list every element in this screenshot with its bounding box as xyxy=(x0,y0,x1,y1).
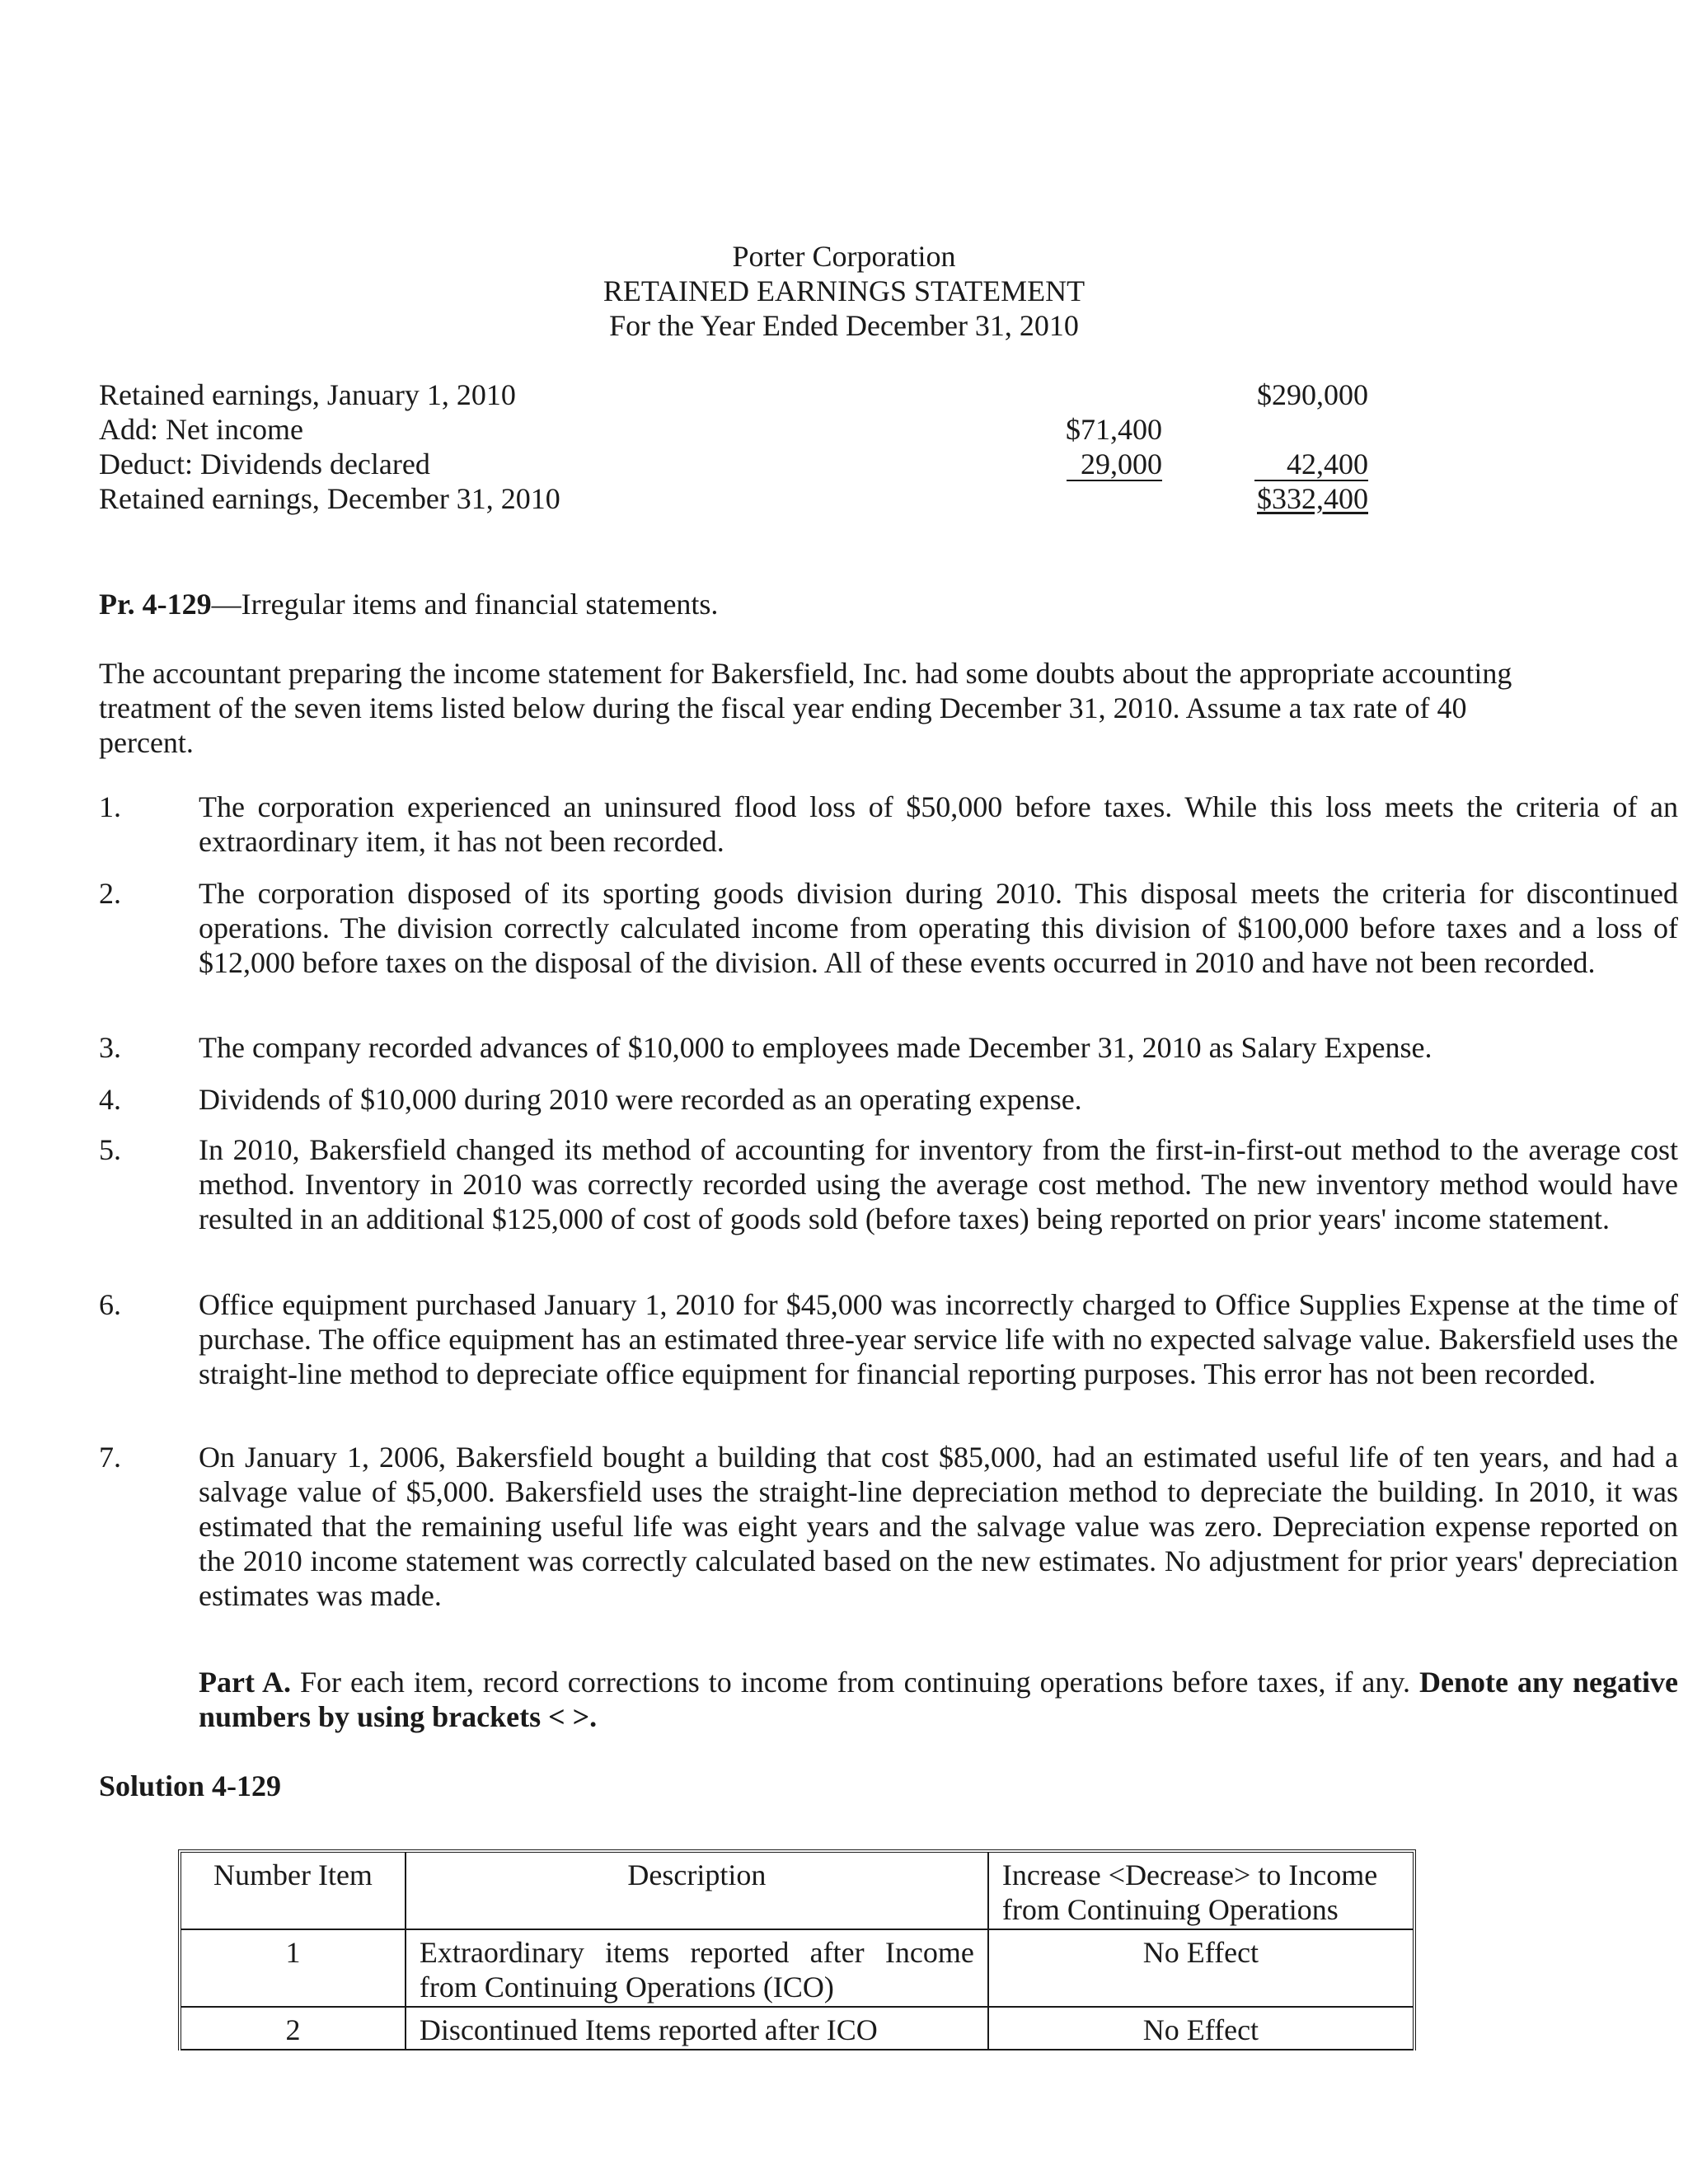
item-text: Office equipment purchased January 1, 2010 for $45,000 was incorrectly charged to Office Supplies Expense at the time of purchase. The office equipment has an estimated three-year service life with no expected salvage value. Bakersfield uses the straight-line method to depreciate office equipment for financial reporting purposes. This error has not been recorded. xyxy=(199,1288,1678,1390)
re-row-ending xyxy=(99,481,1368,516)
company-name: Porter Corporation xyxy=(732,240,956,273)
item-number: 5. xyxy=(99,1133,121,1166)
re-amount-sub: $71,400 xyxy=(1066,413,1162,446)
problem-intro: The accountant preparing the income statement for Bakersfield, Inc. had some doubts about the appropriate accounting treatment of the seven items listed below during the fiscal year ending December 31, 2010. Assume a tax rate of 40 percent. xyxy=(99,657,1512,759)
re-amount-total: $332,400 xyxy=(1257,482,1368,515)
statement-title: RETAINED EARNINGS STATEMENT xyxy=(603,274,1085,307)
re-row-beginning xyxy=(99,377,1368,412)
problem-number: Pr. 4-129 xyxy=(99,588,212,621)
statement-period: For the Year Ended December 31, 2010 xyxy=(609,309,1079,342)
item-text: In 2010, Bakersfield changed its method of accounting for inventory from the first-in-first-out method to the average cost method. Inventory in 2010 was correctly recorded using the average cost method. The new inventory method would have resulted in an additional $125,000 of cost of goods sold (before taxes) being reported on prior years' income statement. xyxy=(199,1133,1678,1235)
solution-table xyxy=(178,1849,1416,2050)
item-number: 3. xyxy=(99,1031,121,1064)
re-amount-sub: 29,000 xyxy=(1067,448,1162,481)
item-text: On January 1, 2006, Bakersfield bought a building that cost $85,000, had an estimated useful life of ten years, and had a salvage value of $5,000. Bakersfield uses the straight-line depreciation method to depreciate the building. In 2010, it was estimated that the remaining useful life was eight years and the salvage value was zero. Depreciation expense reported on the 2010 income statement was correctly calculated based on the new estimates. No adjustment for prior years' depreciation estimates was made. xyxy=(199,1441,1678,1612)
item-number: 1. xyxy=(99,790,121,823)
item-number: 4. xyxy=(99,1083,121,1116)
column-header-number: Number Item xyxy=(181,1853,406,1930)
re-label: Add: Net income xyxy=(99,413,303,446)
solution-title: Solution 4-129 xyxy=(99,1769,282,1802)
table-cell-description: Extraordinary items reported after Income from Continuing Operations (ICO) xyxy=(406,1930,989,2008)
re-label: Retained earnings, January 1, 2010 xyxy=(99,378,516,411)
part-a-text: For each item, record corrections to income from continuing operations before taxes, if any. xyxy=(290,1666,1420,1699)
table-cell-number: 2 xyxy=(181,2008,406,2050)
column-header-effect: Increase <Decrease> to Income from Continuing Operations xyxy=(989,1853,1413,1930)
item-number: 2. xyxy=(99,877,121,910)
item-text: The corporation experienced an uninsured flood loss of $50,000 before taxes. While this loss meets the criteria of an extraordinary item, it has not been recorded. xyxy=(199,790,1678,858)
re-amount-total-wrap xyxy=(1254,447,1368,481)
re-amount-total: 42,400 xyxy=(1254,448,1368,481)
table-cell-effect: No Effect xyxy=(989,1930,1413,2008)
part-a-emphasis: Denote any negative numbers by using brackets < >. xyxy=(199,1666,1678,1733)
item-number: 7. xyxy=(99,1441,121,1474)
column-header-description: Description xyxy=(406,1853,989,1930)
table-row xyxy=(181,1930,1413,2008)
re-amount-total: $290,000 xyxy=(1257,378,1368,411)
table-cell-description: Discontinued Items reported after ICO xyxy=(406,2008,989,2050)
table-header-row xyxy=(181,1853,1413,1930)
part-a-instruction xyxy=(199,1665,1678,1734)
re-amount-sub-wrap xyxy=(1067,447,1162,481)
table-row xyxy=(181,2008,1413,2050)
re-row-dividends xyxy=(99,447,1368,481)
problem-title: —Irregular items and financial statements. xyxy=(211,588,719,621)
item-number: 6. xyxy=(99,1288,121,1321)
re-row-net-income xyxy=(99,412,1368,447)
item-text: The corporation disposed of its sporting goods division during 2010. This disposal meets the criteria for discontinued operations. The division correctly calculated income from operating this division of $100,000 before taxes and a loss of $12,000 before taxes on the disposal of the division. All of these events occurred in 2010 and have not been recorded. xyxy=(199,877,1678,979)
table-cell-effect: No Effect xyxy=(989,2008,1413,2050)
item-text: Dividends of $10,000 during 2010 were recorded as an operating expense. xyxy=(199,1083,1082,1116)
item-text: The company recorded advances of $10,000 to employees made December 31, 2010 as Salary Expense. xyxy=(199,1031,1432,1064)
problem-heading xyxy=(99,587,718,621)
part-a-label: Part A. xyxy=(199,1666,291,1699)
re-label: Deduct: Dividends declared xyxy=(99,448,430,480)
statement-header xyxy=(0,239,1688,343)
re-label: Retained earnings, December 31, 2010 xyxy=(99,482,560,515)
table-cell-number: 1 xyxy=(181,1930,406,2008)
